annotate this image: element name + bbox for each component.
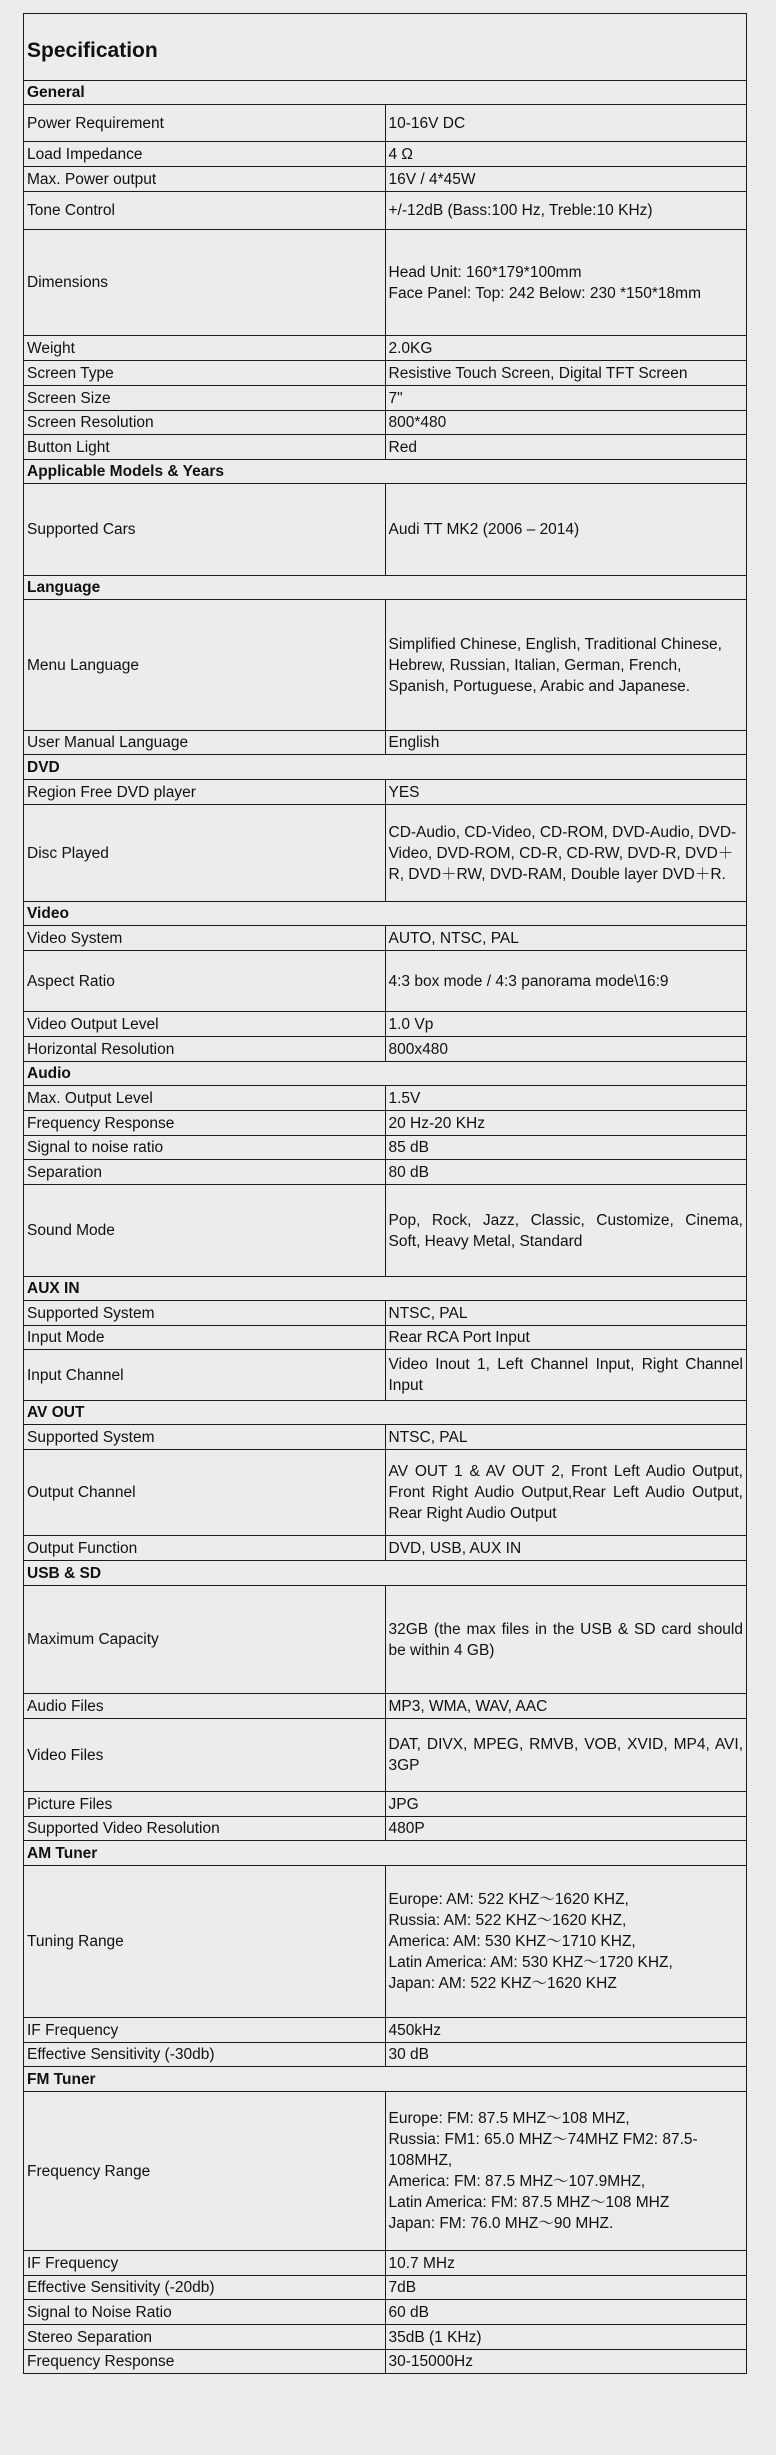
spec-label: Effective Sensitivity (-30db) [24, 2043, 386, 2067]
spec-value: NTSC, PAL [385, 1425, 747, 1450]
spec-value: Red [385, 435, 747, 460]
spec-row [24, 1012, 747, 1037]
spec-value: YES [385, 780, 747, 805]
spec-value: Video Inout 1, Left Channel Input, Right Channel Input [385, 1350, 747, 1401]
spec-row [24, 2276, 747, 2300]
spec-row [24, 2300, 747, 2325]
spec-label: Audio Files [24, 1694, 386, 1719]
spec-value: 1.5V [385, 1086, 747, 1111]
spec-value: 35dB (1 KHz) [385, 2325, 747, 2350]
spec-label: Aspect Ratio [24, 951, 386, 1012]
spec-row [24, 1694, 747, 1719]
spec-label: Tone Control [24, 192, 386, 230]
spec-label: Region Free DVD player [24, 780, 386, 805]
section-heading: DVD [24, 755, 747, 780]
spec-row [24, 192, 747, 230]
section-heading: AM Tuner [24, 1841, 747, 1866]
spec-value: 4 Ω [385, 142, 747, 167]
spec-row [24, 1817, 747, 1841]
spec-value: 10.7 MHz [385, 2251, 747, 2276]
spec-value: English [385, 731, 747, 755]
section-heading: AUX IN [24, 1277, 747, 1301]
spec-value: DVD, USB, AUX IN [385, 1536, 747, 1561]
spec-value: 32GB (the max files in the USB & SD card should be within 4 GB) [385, 1586, 747, 1694]
spec-value: 4:3 box mode / 4:3 panorama mode\16:9 [385, 951, 747, 1012]
spec-row [24, 1160, 747, 1185]
spec-row [24, 1450, 747, 1536]
spec-row [24, 1301, 747, 1326]
spec-row [24, 336, 747, 361]
spec-label: Sound Mode [24, 1185, 386, 1277]
spec-label: Stereo Separation [24, 2325, 386, 2350]
spec-row [24, 1719, 747, 1792]
spec-label: Input Mode [24, 1326, 386, 1350]
spec-value: NTSC, PAL [385, 1301, 747, 1326]
spec-label: Frequency Range [24, 2092, 386, 2251]
spec-value: 7" [385, 386, 747, 411]
spec-label: Disc Played [24, 805, 386, 902]
spec-label: Supported Video Resolution [24, 1817, 386, 1841]
spec-label: Load Impedance [24, 142, 386, 167]
spec-row [24, 1425, 747, 1450]
spec-label: Output Function [24, 1536, 386, 1561]
spec-row [24, 1185, 747, 1277]
spec-row [24, 386, 747, 411]
spec-value: AUTO, NTSC, PAL [385, 926, 747, 951]
spec-row [24, 361, 747, 386]
spec-value: 30 dB [385, 2043, 747, 2067]
spec-row [24, 1586, 747, 1694]
spec-value: AV OUT 1 & AV OUT 2, Front Left Audio Output, Front Right Audio Output,Rear Left Audio Output, Rear Right Audio Output [385, 1450, 747, 1536]
spec-row [24, 1037, 747, 1062]
spec-label: Screen Type [24, 361, 386, 386]
title-row [24, 14, 747, 81]
section-header [24, 755, 747, 780]
spec-row [24, 2350, 747, 2374]
spec-value: Europe: AM: 522 KHZ～1620 KHZ, Russia: AM: 522 KHZ～1620 KHZ, America: AM: 530 KHZ～1710 KHZ, Latin America: AM: 530 KHZ～1720 KHZ, Japan: AM: 522 KHZ～1620 KHZ [388, 1891, 673, 1992]
spec-label: Video System [24, 926, 386, 951]
spec-label: Screen Size [24, 386, 386, 411]
spec-row [24, 2325, 747, 2350]
section-heading: General [24, 81, 747, 105]
spec-value: 2.0KG [385, 336, 747, 361]
spec-label: Input Channel [24, 1350, 386, 1401]
spec-label: Frequency Response [24, 2350, 386, 2374]
page-title: Specification [24, 14, 747, 81]
spec-label: Horizontal Resolution [24, 1037, 386, 1062]
spec-label: Signal to noise ratio [24, 1136, 386, 1160]
spec-row [24, 2018, 747, 2043]
spec-row [24, 731, 747, 755]
spec-label: Supported Cars [24, 484, 386, 576]
spec-value: Audi TT MK2 (2006 – 2014) [385, 484, 747, 576]
spec-label: Max. Power output [24, 167, 386, 192]
spec-value: MP3, WMA, WAV, AAC [385, 1694, 747, 1719]
spec-label: Menu Language [24, 600, 386, 731]
section-header [24, 81, 747, 105]
spec-value: 800x480 [385, 1037, 747, 1062]
spec-label: Video Output Level [24, 1012, 386, 1037]
spec-label: Video Files [24, 1719, 386, 1792]
spec-value: 16V / 4*45W [385, 167, 747, 192]
spec-value: 80 dB [385, 1160, 747, 1185]
section-header [24, 1841, 747, 1866]
section-header [24, 2067, 747, 2092]
section-header [24, 1062, 747, 1086]
spec-row [24, 1111, 747, 1136]
spec-row [24, 926, 747, 951]
spec-value: Resistive Touch Screen, Digital TFT Screen [385, 361, 747, 386]
spec-row [24, 105, 747, 142]
spec-value: Pop, Rock, Jazz, Classic, Customize, Cinema, Soft, Heavy Metal, Standard [385, 1185, 747, 1277]
section-header [24, 1277, 747, 1301]
spec-row [24, 2092, 747, 2251]
spec-row [24, 435, 747, 460]
spec-label: Weight [24, 336, 386, 361]
section-header [24, 576, 747, 600]
spec-row [24, 2043, 747, 2067]
spec-label: Output Channel [24, 1450, 386, 1536]
section-heading: Applicable Models & Years [24, 460, 747, 484]
spec-value: 7dB [385, 2276, 747, 2300]
spec-label: IF Frequency [24, 2251, 386, 2276]
spec-value: 30-15000Hz [385, 2350, 747, 2374]
spec-label: Supported System [24, 1301, 386, 1326]
spec-value: DAT, DIVX, MPEG, RMVB, VOB, XVID, MP4, AVI, 3GP [385, 1719, 747, 1792]
section-heading: FM Tuner [24, 2067, 747, 2092]
spec-value: Rear RCA Port Input [385, 1326, 747, 1350]
spec-value: +/-12dB (Bass:100 Hz, Treble:10 KHz) [385, 192, 747, 230]
section-heading: AV OUT [24, 1401, 747, 1425]
spec-row [24, 1086, 747, 1111]
spec-label: User Manual Language [24, 731, 386, 755]
section-header [24, 460, 747, 484]
spec-value: 60 dB [385, 2300, 747, 2325]
spec-value: 1.0 Vp [385, 1012, 747, 1037]
section-heading: Language [24, 576, 747, 600]
spec-label: Supported System [24, 1425, 386, 1450]
spec-label: Frequency Response [24, 1111, 386, 1136]
spec-label: Dimensions [24, 230, 386, 336]
spec-row [24, 1326, 747, 1350]
spec-row [24, 1536, 747, 1561]
spec-row [24, 2251, 747, 2276]
spec-label: Separation [24, 1160, 386, 1185]
spec-row [24, 951, 747, 1012]
spec-value: 480P [385, 1817, 747, 1841]
spec-value: 85 dB [385, 1136, 747, 1160]
spec-value: JPG [385, 1792, 747, 1817]
spec-row [24, 780, 747, 805]
spec-label: IF Frequency [24, 2018, 386, 2043]
spec-row [24, 1350, 747, 1401]
spec-row [24, 230, 747, 336]
spec-row [24, 484, 747, 576]
spec-label: Power Requirement [24, 105, 386, 142]
spec-value: 20 Hz-20 KHz [385, 1111, 747, 1136]
section-header [24, 902, 747, 926]
spec-label: Maximum Capacity [24, 1586, 386, 1694]
spec-value: 450kHz [385, 2018, 747, 2043]
section-heading: Video [24, 902, 747, 926]
spec-row [24, 600, 747, 731]
spec-row [24, 1792, 747, 1817]
section-header [24, 1401, 747, 1425]
spec-value: Simplified Chinese, English, Traditional Chinese, Hebrew, Russian, Italian, German, French, Spanish, Portuguese, Arabic and Japanese. [385, 600, 747, 731]
spec-value: 800*480 [385, 411, 747, 435]
spec-row [24, 411, 747, 435]
spec-label: Button Light [24, 435, 386, 460]
spec-row [24, 1136, 747, 1160]
spec-row [24, 142, 747, 167]
specification-table [23, 13, 747, 2374]
section-header [24, 1561, 747, 1586]
section-heading: Audio [24, 1062, 747, 1086]
spec-label: Max. Output Level [24, 1086, 386, 1111]
spec-label: Signal to Noise Ratio [24, 2300, 386, 2325]
spec-row [24, 805, 747, 902]
spec-label: Tuning Range [24, 1866, 386, 2018]
spec-row [24, 1866, 747, 2018]
spec-label: Picture Files [24, 1792, 386, 1817]
spec-value: Europe: FM: 87.5 MHZ～108 MHZ, Russia: FM1: 65.0 MHZ～74MHZ FM2: 87.5-108MHZ, America: FM: 87.5 MHZ～107.9MHZ, Latin America: FM: 87.5 MHZ～108 MHZ Japan: FM: 76.0 MHZ～90 MHZ. [388, 2110, 698, 2232]
section-heading: USB & SD [24, 1561, 747, 1586]
spec-value: Head Unit: 160*179*100mm Face Panel: Top: 242 Below: 230 *150*18mm [388, 263, 701, 302]
spec-label: Effective Sensitivity (-20db) [24, 2276, 386, 2300]
spec-value: CD-Audio, CD-Video, CD-ROM, DVD-Audio, DVD-Video, DVD-ROM, CD-R, CD-RW, DVD-R, DVD＋R, DVD＋RW, DVD-RAM, Double layer DVD＋R. [385, 805, 747, 902]
spec-label: Screen Resolution [24, 411, 386, 435]
spec-row [24, 167, 747, 192]
spec-value: 10-16V DC [385, 105, 747, 142]
